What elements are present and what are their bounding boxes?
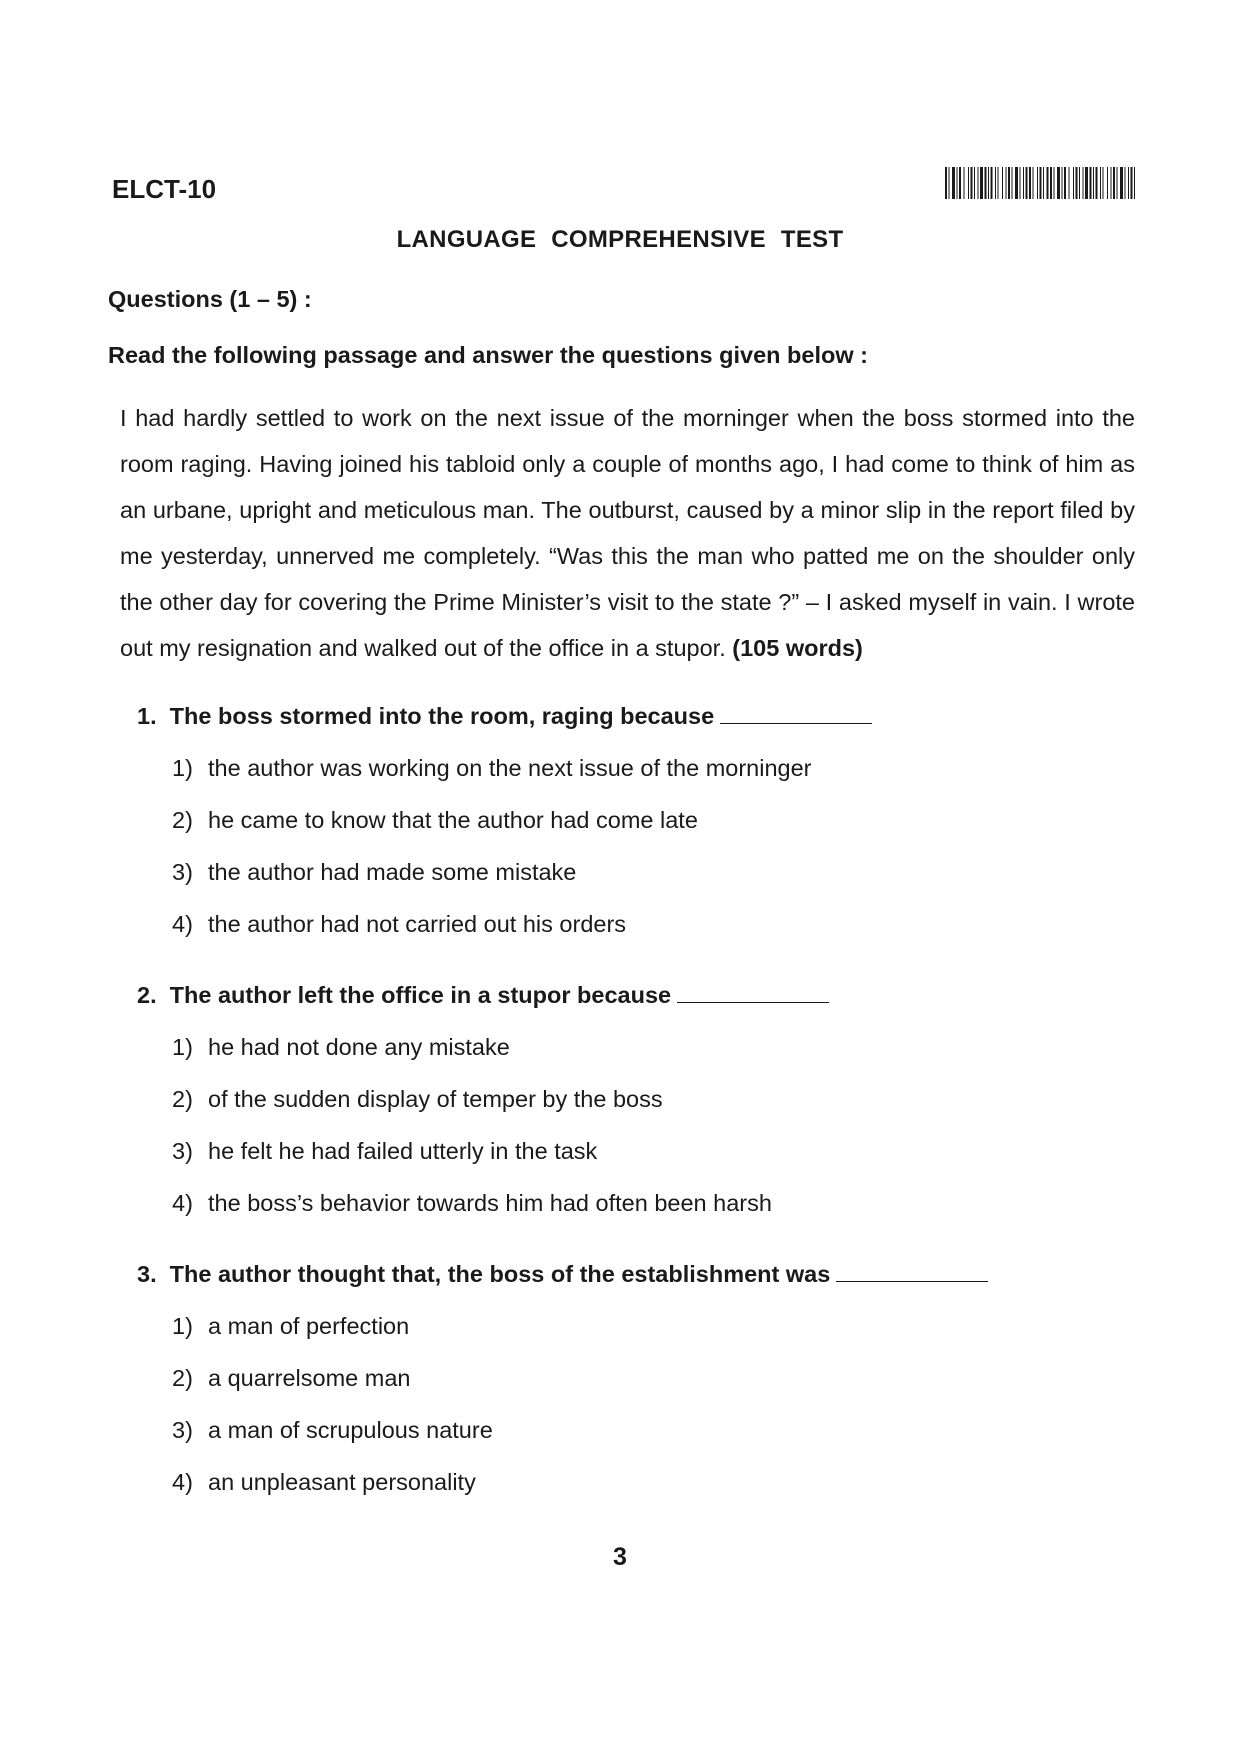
question-2	[137, 982, 829, 1009]
option-3-2: 2) a quarrelsome man	[172, 1365, 411, 1391]
option-2-4: 4) the boss’s behavior towards him had often been harsh	[172, 1190, 772, 1216]
passage	[120, 395, 1135, 671]
option-3-4: 4) an unpleasant personality	[172, 1469, 476, 1495]
question-3	[137, 1261, 988, 1288]
option-1-3: 3) the author had made some mistake	[172, 859, 577, 885]
answer-blank	[677, 982, 829, 1003]
questions-range: Questions (1 – 5) :	[108, 286, 312, 312]
passage-word-count: (105 words)	[732, 635, 863, 661]
question-number: 3.	[137, 1261, 157, 1287]
page-title: LANGUAGE COMPREHENSIVE TEST	[396, 226, 844, 253]
question-1	[137, 703, 872, 730]
option-2-2: 2) of the sudden display of temper by the boss	[172, 1086, 663, 1112]
passage-text: I had hardly settled to work on the next issue of the morninger when the boss stormed into the room raging. Having joined his tabloid only a couple of months ago, I had come to think of him as an urbane, upright and meticulous man. The outburst, caused by a minor slip in the report filed by me yesterday, unnerved me completely. “Was this the man who patted me on the shoulder only the other day for covering the Prime Minister’s visit to the state ?” – I asked myself in vain. I wrote out my resignation and walked out of the office in a stupor.	[120, 405, 1135, 661]
barcode	[945, 167, 1135, 199]
answer-blank	[720, 703, 872, 724]
option-1-4: 4) the author had not carried out his orders	[172, 911, 627, 937]
question-text: The author left the office in a stupor because	[169, 982, 672, 1008]
exam-code: ELCT-10	[112, 174, 217, 204]
question-text: The author thought that, the boss of the establishment was	[169, 1261, 831, 1287]
answer-blank	[836, 1261, 988, 1282]
option-3-1: 1) a man of perfection	[172, 1313, 410, 1339]
option-2-3: 3) he felt he had failed utterly in the task	[172, 1138, 598, 1164]
page-number: 3	[613, 1543, 627, 1571]
option-1-2: 2) he came to know that the author had come late	[172, 807, 698, 833]
instruction: Read the following passage and answer the questions given below :	[108, 342, 868, 368]
option-3-3: 3) a man of scrupulous nature	[172, 1417, 493, 1443]
option-2-1: 1) he had not done any mistake	[172, 1034, 510, 1060]
question-text: The boss stormed into the room, raging because	[169, 703, 715, 729]
question-number: 1.	[137, 703, 157, 729]
option-1-1: 1) the author was working on the next issue of the morninger	[172, 755, 812, 781]
question-number: 2.	[137, 982, 157, 1008]
